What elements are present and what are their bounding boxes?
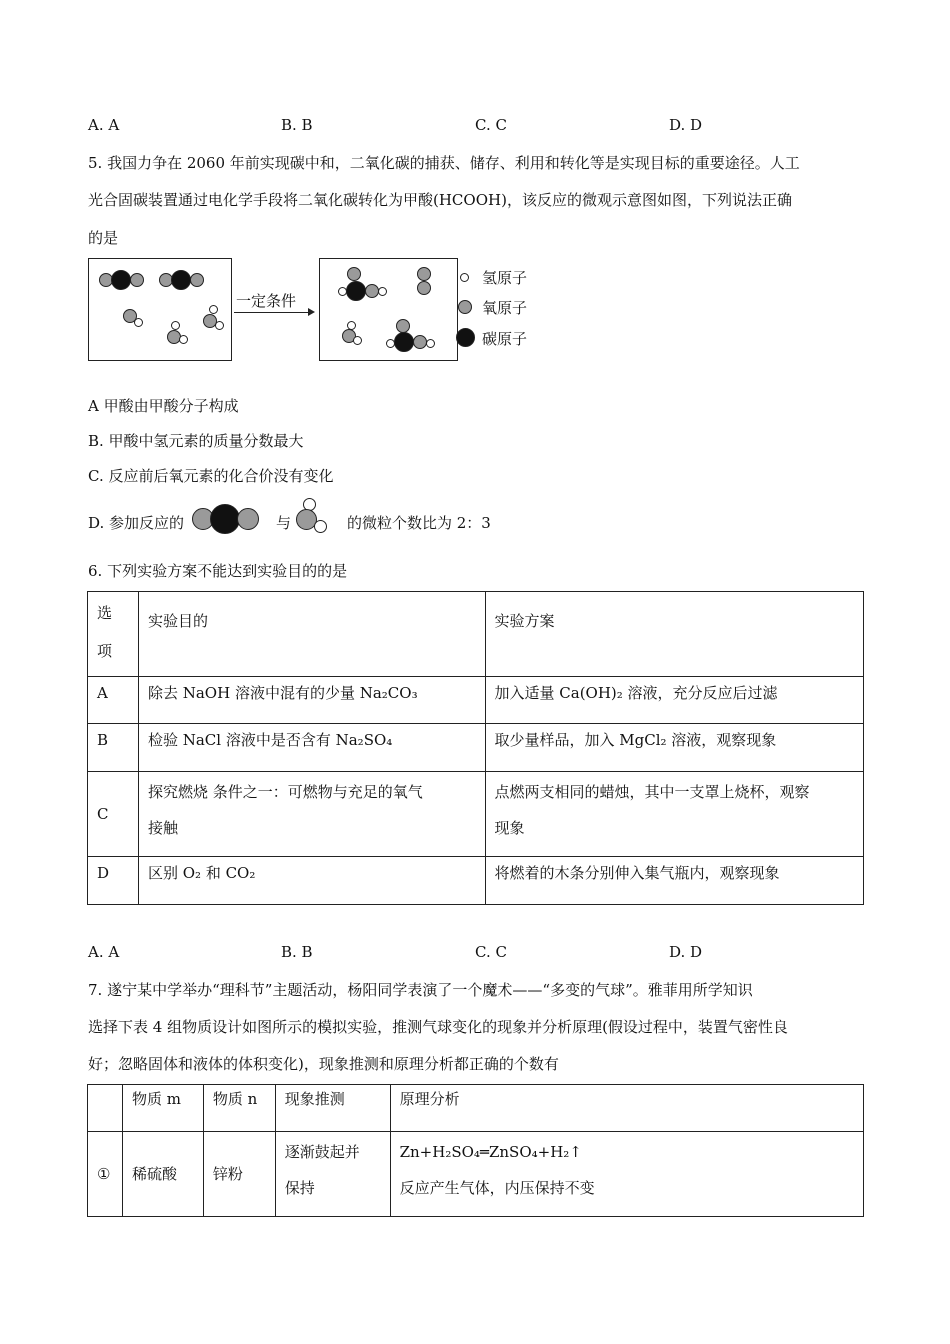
q6-table-header	[88, 592, 864, 677]
atom-legend	[460, 258, 540, 362]
header-purpose: 实验目的	[138, 592, 485, 677]
option-b: B. B	[281, 116, 313, 134]
header-m: 物质 m	[122, 1085, 203, 1132]
answer-options-q6	[88, 943, 868, 963]
legend-oxygen: 氧原子	[482, 299, 528, 317]
row-method: 取少量样品，加入 MgCl₂ 溶液，观察现象	[485, 724, 864, 772]
products-box	[319, 258, 458, 361]
q6-table	[87, 591, 864, 905]
q7-stem-line1: 7. 遂宁某中学举办“理科节”主题活动，杨阳同学表演了一个魔术——“多变的气球”。雅菲用所学知识	[88, 981, 753, 999]
carbon-atom-icon	[456, 328, 475, 347]
q7-table-header	[88, 1085, 864, 1132]
answer-options-q4	[88, 116, 868, 136]
header-analysis: 原理分析	[390, 1085, 863, 1132]
table-row	[88, 857, 864, 905]
option-c: C. C	[475, 943, 507, 961]
q5-stem-line3: 的是	[88, 229, 119, 247]
legend-carbon: 碳原子	[482, 330, 528, 348]
header-phenomenon: 现象推测	[275, 1085, 390, 1132]
option-d: D. D	[669, 116, 703, 134]
row-label: D	[88, 857, 139, 905]
q5-option-b: B. 甲酸中氢元素的质量分数最大	[88, 432, 304, 450]
q5-option-c: C. 反应前后氧元素的化合价没有变化	[88, 467, 334, 485]
table-row	[88, 724, 864, 772]
option-a: A. A	[88, 943, 120, 961]
header-n: 物质 n	[203, 1085, 275, 1132]
row-purpose: 除去 NaOH 溶液中混有的少量 Na₂CO₃	[138, 677, 485, 724]
reactants-box	[88, 258, 232, 361]
row-label: C	[88, 772, 139, 857]
option-c: C. C	[475, 116, 507, 134]
row-method: 将燃着的木条分别伸入集气瓶内，观察现象	[485, 857, 864, 905]
row-analysis: Zn+H₂SO₄═ZnSO₄+H₂↑ 反应产生气体，内压保持不变	[390, 1132, 863, 1217]
q5-option-d-mid: 与	[276, 514, 292, 532]
reaction-arrow	[234, 312, 312, 313]
q5-option-a: A 甲酸由甲酸分子构成	[88, 397, 239, 415]
row-n: 锌粉	[203, 1132, 275, 1217]
row-label: B	[88, 724, 139, 772]
row-purpose: 检验 NaCl 溶液中是否含有 Na₂SO₄	[138, 724, 485, 772]
option-d: D. D	[669, 943, 703, 961]
row-num: ①	[88, 1132, 123, 1217]
hydrogen-atom-icon	[460, 273, 469, 282]
table-row	[88, 772, 864, 857]
q5-stem-line1: 5. 我国力争在 2060 年前实现碳中和，二氧化碳的捕获、储存、利用和转化等是实现目标的重要途径。人工	[88, 154, 800, 172]
oxygen-atom-icon	[458, 300, 472, 314]
q5-option-d	[88, 498, 588, 538]
header-option: 选项	[88, 592, 139, 677]
q6-stem: 6. 下列实验方案不能达到实验目的的是	[88, 562, 348, 580]
row-method: 加入适量 Ca(OH)₂ 溶液，充分反应后过滤	[485, 677, 864, 724]
row-method: 点燃两支相同的蜡烛，其中一支罩上烧杯，观察 现象	[485, 772, 864, 857]
row-purpose: 探究燃烧 条件之一：可燃物与充足的氧气 接触	[138, 772, 485, 857]
reaction-diagram	[88, 258, 538, 362]
row-phenomenon: 逐渐鼓起并 保持	[275, 1132, 390, 1217]
q5-stem-line2: 光合固碳装置通过电化学手段将二氧化碳转化为甲酸(HCOOH)，该反应的微观示意图如图，下列说法正确	[88, 191, 792, 209]
header-method: 实验方案	[485, 592, 864, 677]
arrow-label: 一定条件	[236, 292, 297, 310]
row-label: A	[88, 677, 139, 724]
row-m: 稀硫酸	[122, 1132, 203, 1217]
q5-option-d-prefix: D. 参加反应的	[88, 514, 185, 532]
header-num	[88, 1085, 123, 1132]
table-row	[88, 677, 864, 724]
q7-table	[87, 1084, 864, 1217]
option-b: B. B	[281, 943, 313, 961]
row-purpose: 区别 O₂ 和 CO₂	[138, 857, 485, 905]
option-a: A. A	[88, 116, 120, 134]
arrow-head-icon	[308, 308, 315, 316]
table-row	[88, 1132, 864, 1217]
legend-hydrogen: 氢原子	[482, 269, 528, 287]
q7-stem-line2: 选择下表 4 组物质设计如图所示的模拟实验，推测气球变化的现象并分析原理(假设过程中，装置气密性良	[88, 1018, 788, 1036]
q5-option-d-suffix: 的微粒个数比为 2：3	[347, 514, 491, 532]
q7-stem-line3: 好；忽略固体和液体的体积变化)，现象推测和原理分析都正确的个数有	[88, 1055, 559, 1073]
